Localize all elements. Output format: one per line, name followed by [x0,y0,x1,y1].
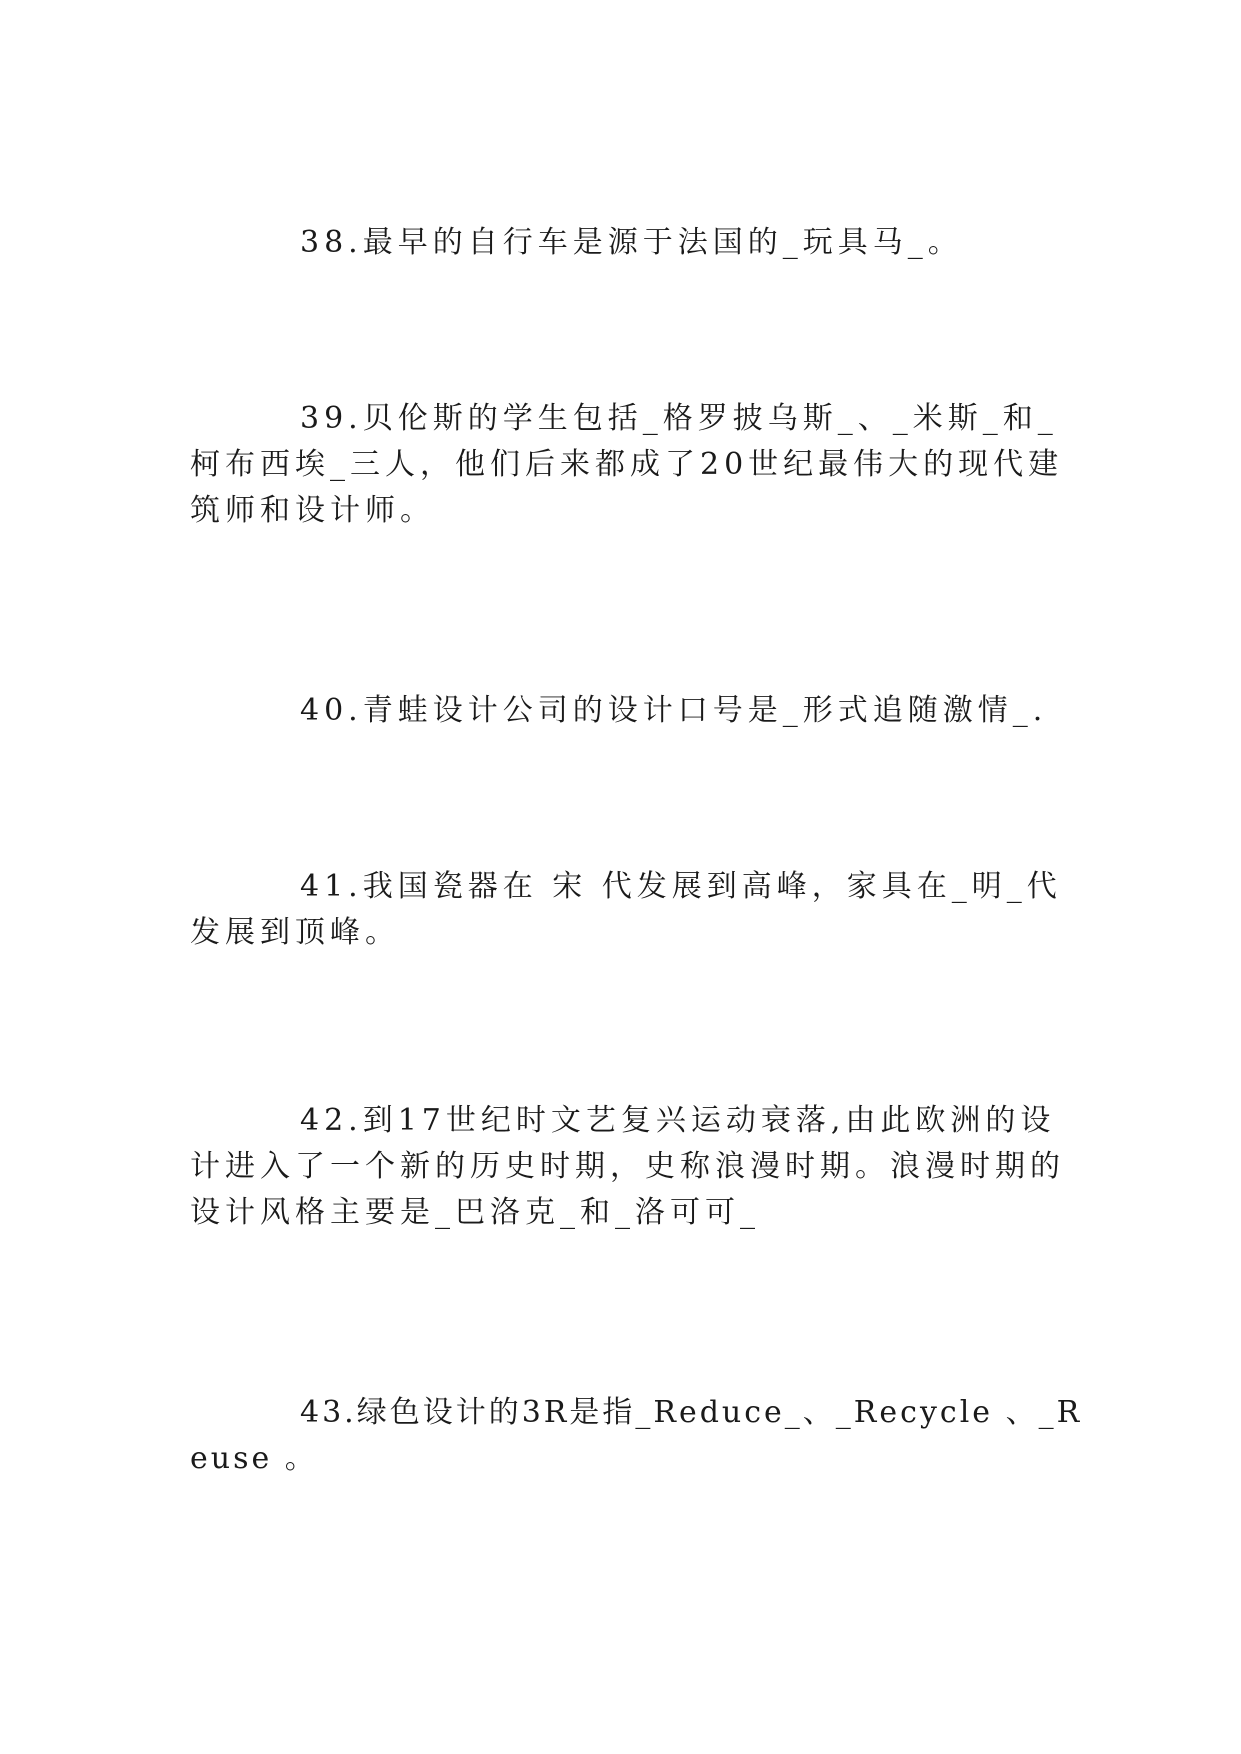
question-39: 39.贝伦斯的学生包括_格罗披乌斯_、_米斯_和_柯布西埃_三人，他们后来都成了20世纪最伟大的现代建筑师和设计师。 [190,401,1064,528]
question-41: 41.我国瓷器在 宋 代发展到高峰，家具在_明_代发展到顶峰。 [190,869,1062,950]
question-38: 38.最早的自行车是源于法国的_玩具马_。 [300,225,963,260]
question-42: 42.到17世纪时文艺复兴运动衰落,由此欧洲的设计进入了一个新的历史时期，史称浪漫时期。浪漫时期的设计风格主要是_巴洛克_和_洛可可_ [190,1103,1065,1230]
question-40: 40.青蛙设计公司的设计口号是_形式追随激情_. [300,693,1048,728]
question-43: 43.绿色设计的3R是指_Reduce_、_Recycle 、_Reuse 。 [190,1395,1083,1476]
